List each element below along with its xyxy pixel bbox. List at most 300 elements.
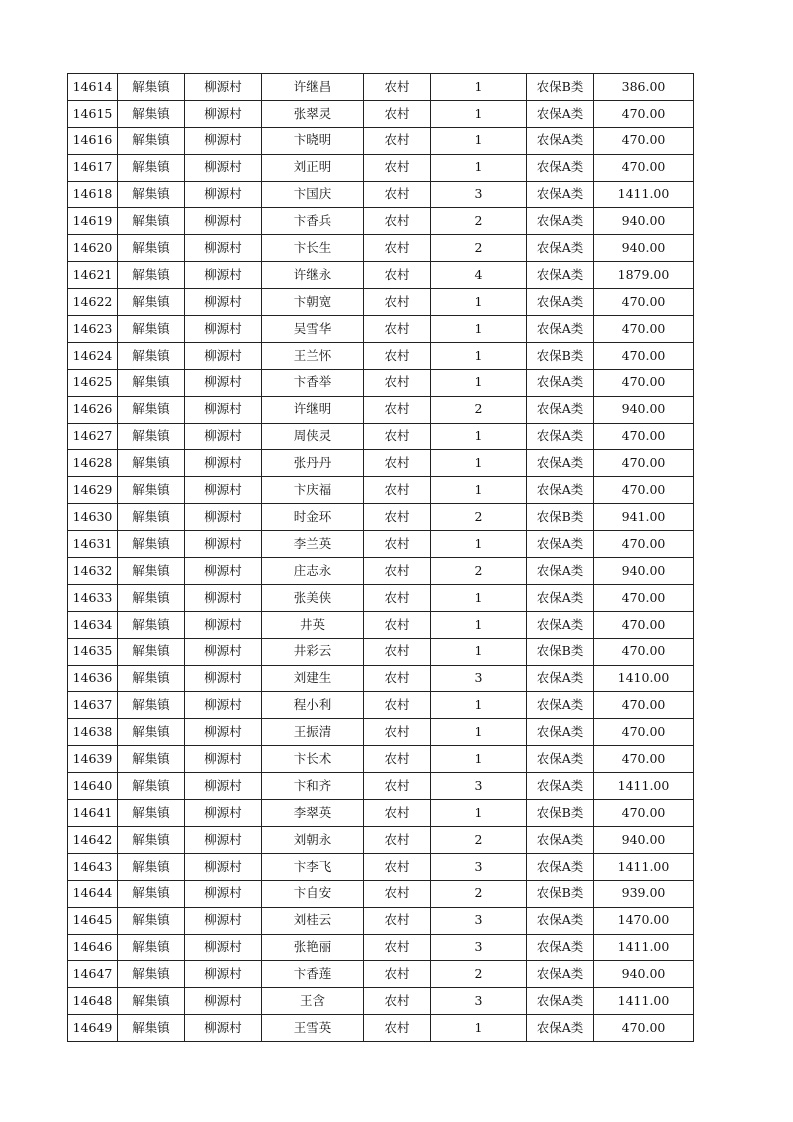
village-cell: 柳源村 [185,289,262,316]
insurance-category-cell: 农保A类 [527,235,594,262]
table-row [68,584,694,611]
name-cell: 许继永 [262,262,364,289]
town-cell: 解集镇 [118,477,185,504]
area-type-cell: 农村 [364,558,431,585]
household-count-cell: 1 [431,316,527,343]
table-row [68,638,694,665]
record-id-cell: 14627 [68,423,118,450]
household-count-cell: 2 [431,235,527,262]
town-cell: 解集镇 [118,746,185,773]
amount-cell: 940.00 [594,558,694,585]
area-type-cell: 农村 [364,450,431,477]
name-cell: 刘建生 [262,665,364,692]
village-cell: 柳源村 [185,692,262,719]
name-cell: 卞长术 [262,746,364,773]
record-id-cell: 14629 [68,477,118,504]
area-type-cell: 农村 [364,423,431,450]
table-row [68,853,694,880]
town-cell: 解集镇 [118,423,185,450]
amount-cell: 470.00 [594,692,694,719]
record-id-cell: 14644 [68,880,118,907]
household-count-cell: 1 [431,1015,527,1042]
town-cell: 解集镇 [118,558,185,585]
village-cell: 柳源村 [185,342,262,369]
record-id-cell: 14648 [68,988,118,1015]
name-cell: 卞和齐 [262,773,364,800]
village-cell: 柳源村 [185,880,262,907]
household-count-cell: 2 [431,826,527,853]
village-cell: 柳源村 [185,800,262,827]
town-cell: 解集镇 [118,235,185,262]
area-type-cell: 农村 [364,988,431,1015]
name-cell: 卞国庆 [262,181,364,208]
area-type-cell: 农村 [364,289,431,316]
name-cell: 张丹丹 [262,450,364,477]
household-count-cell: 1 [431,531,527,558]
village-cell: 柳源村 [185,773,262,800]
area-type-cell: 农村 [364,826,431,853]
village-cell: 柳源村 [185,235,262,262]
area-type-cell: 农村 [364,665,431,692]
table-row [68,450,694,477]
town-cell: 解集镇 [118,154,185,181]
name-cell: 吴雪华 [262,316,364,343]
record-id-cell: 14636 [68,665,118,692]
table-row [68,423,694,450]
insurance-category-cell: 农保B类 [527,638,594,665]
name-cell: 王兰怀 [262,342,364,369]
town-cell: 解集镇 [118,907,185,934]
amount-cell: 470.00 [594,638,694,665]
area-type-cell: 农村 [364,746,431,773]
town-cell: 解集镇 [118,692,185,719]
town-cell: 解集镇 [118,988,185,1015]
household-count-cell: 1 [431,369,527,396]
village-cell: 柳源村 [185,181,262,208]
insurance-category-cell: 农保A类 [527,423,594,450]
amount-cell: 470.00 [594,477,694,504]
village-cell: 柳源村 [185,934,262,961]
name-cell: 王振清 [262,719,364,746]
village-cell: 柳源村 [185,450,262,477]
town-cell: 解集镇 [118,800,185,827]
table-row [68,746,694,773]
amount-cell: 470.00 [594,746,694,773]
table-row [68,719,694,746]
insurance-category-cell: 农保A类 [527,719,594,746]
table-row [68,558,694,585]
name-cell: 张艳丽 [262,934,364,961]
area-type-cell: 农村 [364,154,431,181]
area-type-cell: 农村 [364,611,431,638]
town-cell: 解集镇 [118,396,185,423]
town-cell: 解集镇 [118,74,185,101]
household-count-cell: 1 [431,800,527,827]
amount-cell: 470.00 [594,127,694,154]
record-id-cell: 14645 [68,907,118,934]
insurance-category-cell: 农保A类 [527,208,594,235]
insurance-category-cell: 农保B类 [527,504,594,531]
village-cell: 柳源村 [185,396,262,423]
household-count-cell: 3 [431,907,527,934]
record-id-cell: 14626 [68,396,118,423]
household-count-cell: 2 [431,558,527,585]
name-cell: 刘朝永 [262,826,364,853]
table-row [68,800,694,827]
table-row [68,74,694,101]
village-cell: 柳源村 [185,826,262,853]
town-cell: 解集镇 [118,934,185,961]
village-cell: 柳源村 [185,638,262,665]
record-id-cell: 14634 [68,611,118,638]
area-type-cell: 农村 [364,396,431,423]
name-cell: 刘正明 [262,154,364,181]
record-id-cell: 14621 [68,262,118,289]
table-row [68,316,694,343]
area-type-cell: 农村 [364,773,431,800]
name-cell: 张翠灵 [262,100,364,127]
record-id-cell: 14619 [68,208,118,235]
insurance-category-cell: 农保A类 [527,907,594,934]
amount-cell: 940.00 [594,961,694,988]
area-type-cell: 农村 [364,800,431,827]
name-cell: 许继昌 [262,74,364,101]
household-count-cell: 2 [431,208,527,235]
record-id-cell: 14628 [68,450,118,477]
record-id-cell: 14637 [68,692,118,719]
town-cell: 解集镇 [118,826,185,853]
village-cell: 柳源村 [185,369,262,396]
insurance-category-cell: 农保A类 [527,477,594,504]
village-cell: 柳源村 [185,584,262,611]
household-count-cell: 1 [431,289,527,316]
village-cell: 柳源村 [185,961,262,988]
village-cell: 柳源村 [185,74,262,101]
household-count-cell: 1 [431,746,527,773]
household-count-cell: 1 [431,154,527,181]
amount-cell: 939.00 [594,880,694,907]
insurance-category-cell: 农保B类 [527,800,594,827]
household-count-cell: 2 [431,504,527,531]
area-type-cell: 农村 [364,638,431,665]
area-type-cell: 农村 [364,74,431,101]
insurance-category-cell: 农保A类 [527,262,594,289]
record-id-cell: 14647 [68,961,118,988]
table-row [68,289,694,316]
record-id-cell: 14640 [68,773,118,800]
village-cell: 柳源村 [185,531,262,558]
amount-cell: 1410.00 [594,665,694,692]
table-row [68,369,694,396]
area-type-cell: 农村 [364,342,431,369]
amount-cell: 470.00 [594,611,694,638]
household-count-cell: 1 [431,611,527,638]
insurance-category-cell: 农保A类 [527,665,594,692]
household-count-cell: 1 [431,74,527,101]
village-cell: 柳源村 [185,988,262,1015]
village-cell: 柳源村 [185,100,262,127]
insurance-category-cell: 农保A类 [527,826,594,853]
record-id-cell: 14620 [68,235,118,262]
table-row [68,826,694,853]
table-row [68,181,694,208]
town-cell: 解集镇 [118,611,185,638]
record-id-cell: 14623 [68,316,118,343]
amount-cell: 1411.00 [594,853,694,880]
record-id-cell: 14615 [68,100,118,127]
village-cell: 柳源村 [185,907,262,934]
table-row [68,934,694,961]
table-row [68,880,694,907]
record-id-cell: 14616 [68,127,118,154]
amount-cell: 940.00 [594,826,694,853]
insurance-category-cell: 农保A类 [527,531,594,558]
insurance-category-cell: 农保B类 [527,880,594,907]
table-row [68,208,694,235]
table-row [68,235,694,262]
table-row [68,988,694,1015]
record-id-cell: 14622 [68,289,118,316]
village-cell: 柳源村 [185,154,262,181]
area-type-cell: 农村 [364,369,431,396]
insurance-category-cell: 农保A类 [527,181,594,208]
town-cell: 解集镇 [118,316,185,343]
amount-cell: 470.00 [594,531,694,558]
area-type-cell: 农村 [364,181,431,208]
insurance-category-cell: 农保A类 [527,961,594,988]
town-cell: 解集镇 [118,342,185,369]
name-cell: 程小利 [262,692,364,719]
area-type-cell: 农村 [364,934,431,961]
household-count-cell: 3 [431,934,527,961]
town-cell: 解集镇 [118,853,185,880]
town-cell: 解集镇 [118,665,185,692]
town-cell: 解集镇 [118,262,185,289]
household-count-cell: 1 [431,342,527,369]
household-count-cell: 2 [431,880,527,907]
name-cell: 时金环 [262,504,364,531]
name-cell: 卞朝宽 [262,289,364,316]
record-id-cell: 14630 [68,504,118,531]
record-id-cell: 14632 [68,558,118,585]
town-cell: 解集镇 [118,504,185,531]
amount-cell: 1470.00 [594,907,694,934]
amount-cell: 470.00 [594,316,694,343]
area-type-cell: 农村 [364,127,431,154]
village-cell: 柳源村 [185,477,262,504]
amount-cell: 1411.00 [594,988,694,1015]
town-cell: 解集镇 [118,208,185,235]
record-id-cell: 14638 [68,719,118,746]
town-cell: 解集镇 [118,719,185,746]
household-count-cell: 2 [431,961,527,988]
area-type-cell: 农村 [364,961,431,988]
table-row [68,504,694,531]
table-row [68,100,694,127]
town-cell: 解集镇 [118,880,185,907]
amount-cell: 1879.00 [594,262,694,289]
amount-cell: 470.00 [594,800,694,827]
area-type-cell: 农村 [364,477,431,504]
area-type-cell: 农村 [364,1015,431,1042]
table-row [68,773,694,800]
insurance-category-cell: 农保B类 [527,342,594,369]
record-id-cell: 14633 [68,584,118,611]
amount-cell: 470.00 [594,342,694,369]
area-type-cell: 农村 [364,853,431,880]
town-cell: 解集镇 [118,289,185,316]
amount-cell: 1411.00 [594,773,694,800]
insurance-category-cell: 农保A类 [527,558,594,585]
name-cell: 卞香举 [262,369,364,396]
area-type-cell: 农村 [364,692,431,719]
town-cell: 解集镇 [118,181,185,208]
name-cell: 卞李飞 [262,853,364,880]
name-cell: 李翠英 [262,800,364,827]
name-cell: 井英 [262,611,364,638]
name-cell: 刘桂云 [262,907,364,934]
insurance-category-cell: 农保A类 [527,369,594,396]
record-id-cell: 14625 [68,369,118,396]
village-cell: 柳源村 [185,853,262,880]
amount-cell: 470.00 [594,289,694,316]
name-cell: 庄志永 [262,558,364,585]
insurance-category-cell: 农保A类 [527,988,594,1015]
town-cell: 解集镇 [118,100,185,127]
name-cell: 王雪英 [262,1015,364,1042]
insurance-category-cell: 农保A类 [527,396,594,423]
village-cell: 柳源村 [185,665,262,692]
household-count-cell: 3 [431,773,527,800]
area-type-cell: 农村 [364,907,431,934]
insurance-category-cell: 农保A类 [527,611,594,638]
table-row [68,907,694,934]
household-count-cell: 3 [431,181,527,208]
household-count-cell: 3 [431,988,527,1015]
insurance-category-cell: 农保A类 [527,127,594,154]
village-cell: 柳源村 [185,719,262,746]
town-cell: 解集镇 [118,773,185,800]
area-type-cell: 农村 [364,208,431,235]
area-type-cell: 农村 [364,100,431,127]
record-id-cell: 14641 [68,800,118,827]
insurance-category-cell: 农保A类 [527,289,594,316]
village-cell: 柳源村 [185,316,262,343]
town-cell: 解集镇 [118,127,185,154]
table-row [68,396,694,423]
area-type-cell: 农村 [364,880,431,907]
area-type-cell: 农村 [364,316,431,343]
household-count-cell: 1 [431,692,527,719]
amount-cell: 470.00 [594,369,694,396]
table-row [68,665,694,692]
village-cell: 柳源村 [185,1015,262,1042]
amount-cell: 941.00 [594,504,694,531]
amount-cell: 470.00 [594,423,694,450]
record-id-cell: 14639 [68,746,118,773]
village-cell: 柳源村 [185,746,262,773]
record-id-cell: 14618 [68,181,118,208]
table-row [68,127,694,154]
name-cell: 卞自安 [262,880,364,907]
village-cell: 柳源村 [185,262,262,289]
amount-cell: 940.00 [594,396,694,423]
household-count-cell: 1 [431,638,527,665]
insurance-category-cell: 农保A类 [527,450,594,477]
household-count-cell: 1 [431,584,527,611]
records-table-body [68,74,694,1042]
town-cell: 解集镇 [118,584,185,611]
table-row [68,342,694,369]
amount-cell: 470.00 [594,100,694,127]
amount-cell: 470.00 [594,584,694,611]
table-row [68,477,694,504]
name-cell: 许继明 [262,396,364,423]
household-count-cell: 1 [431,423,527,450]
record-id-cell: 14617 [68,154,118,181]
insurance-category-cell: 农保A类 [527,1015,594,1042]
name-cell: 卞香兵 [262,208,364,235]
table-row [68,692,694,719]
town-cell: 解集镇 [118,450,185,477]
insurance-category-cell: 农保A类 [527,934,594,961]
name-cell: 周侠灵 [262,423,364,450]
household-count-cell: 2 [431,396,527,423]
name-cell: 王含 [262,988,364,1015]
village-cell: 柳源村 [185,208,262,235]
area-type-cell: 农村 [364,504,431,531]
name-cell: 卞庆福 [262,477,364,504]
household-count-cell: 1 [431,477,527,504]
amount-cell: 940.00 [594,235,694,262]
name-cell: 卞晓明 [262,127,364,154]
household-count-cell: 1 [431,719,527,746]
record-id-cell: 14643 [68,853,118,880]
table-row [68,262,694,289]
household-count-cell: 1 [431,450,527,477]
insurance-category-cell: 农保A类 [527,584,594,611]
record-id-cell: 14624 [68,342,118,369]
insurance-category-cell: 农保A类 [527,316,594,343]
record-id-cell: 14649 [68,1015,118,1042]
village-cell: 柳源村 [185,558,262,585]
name-cell: 李兰英 [262,531,364,558]
household-count-cell: 3 [431,665,527,692]
name-cell: 卞长生 [262,235,364,262]
area-type-cell: 农村 [364,584,431,611]
insurance-category-cell: 农保A类 [527,154,594,181]
area-type-cell: 农村 [364,719,431,746]
table-row [68,1015,694,1042]
household-count-cell: 1 [431,100,527,127]
village-cell: 柳源村 [185,504,262,531]
area-type-cell: 农村 [364,235,431,262]
household-count-cell: 4 [431,262,527,289]
amount-cell: 386.00 [594,74,694,101]
record-id-cell: 14642 [68,826,118,853]
name-cell: 张美侠 [262,584,364,611]
village-cell: 柳源村 [185,127,262,154]
record-id-cell: 14635 [68,638,118,665]
insurance-category-cell: 农保A类 [527,100,594,127]
town-cell: 解集镇 [118,369,185,396]
name-cell: 井彩云 [262,638,364,665]
town-cell: 解集镇 [118,531,185,558]
record-id-cell: 14646 [68,934,118,961]
table-row [68,961,694,988]
amount-cell: 470.00 [594,450,694,477]
village-cell: 柳源村 [185,423,262,450]
